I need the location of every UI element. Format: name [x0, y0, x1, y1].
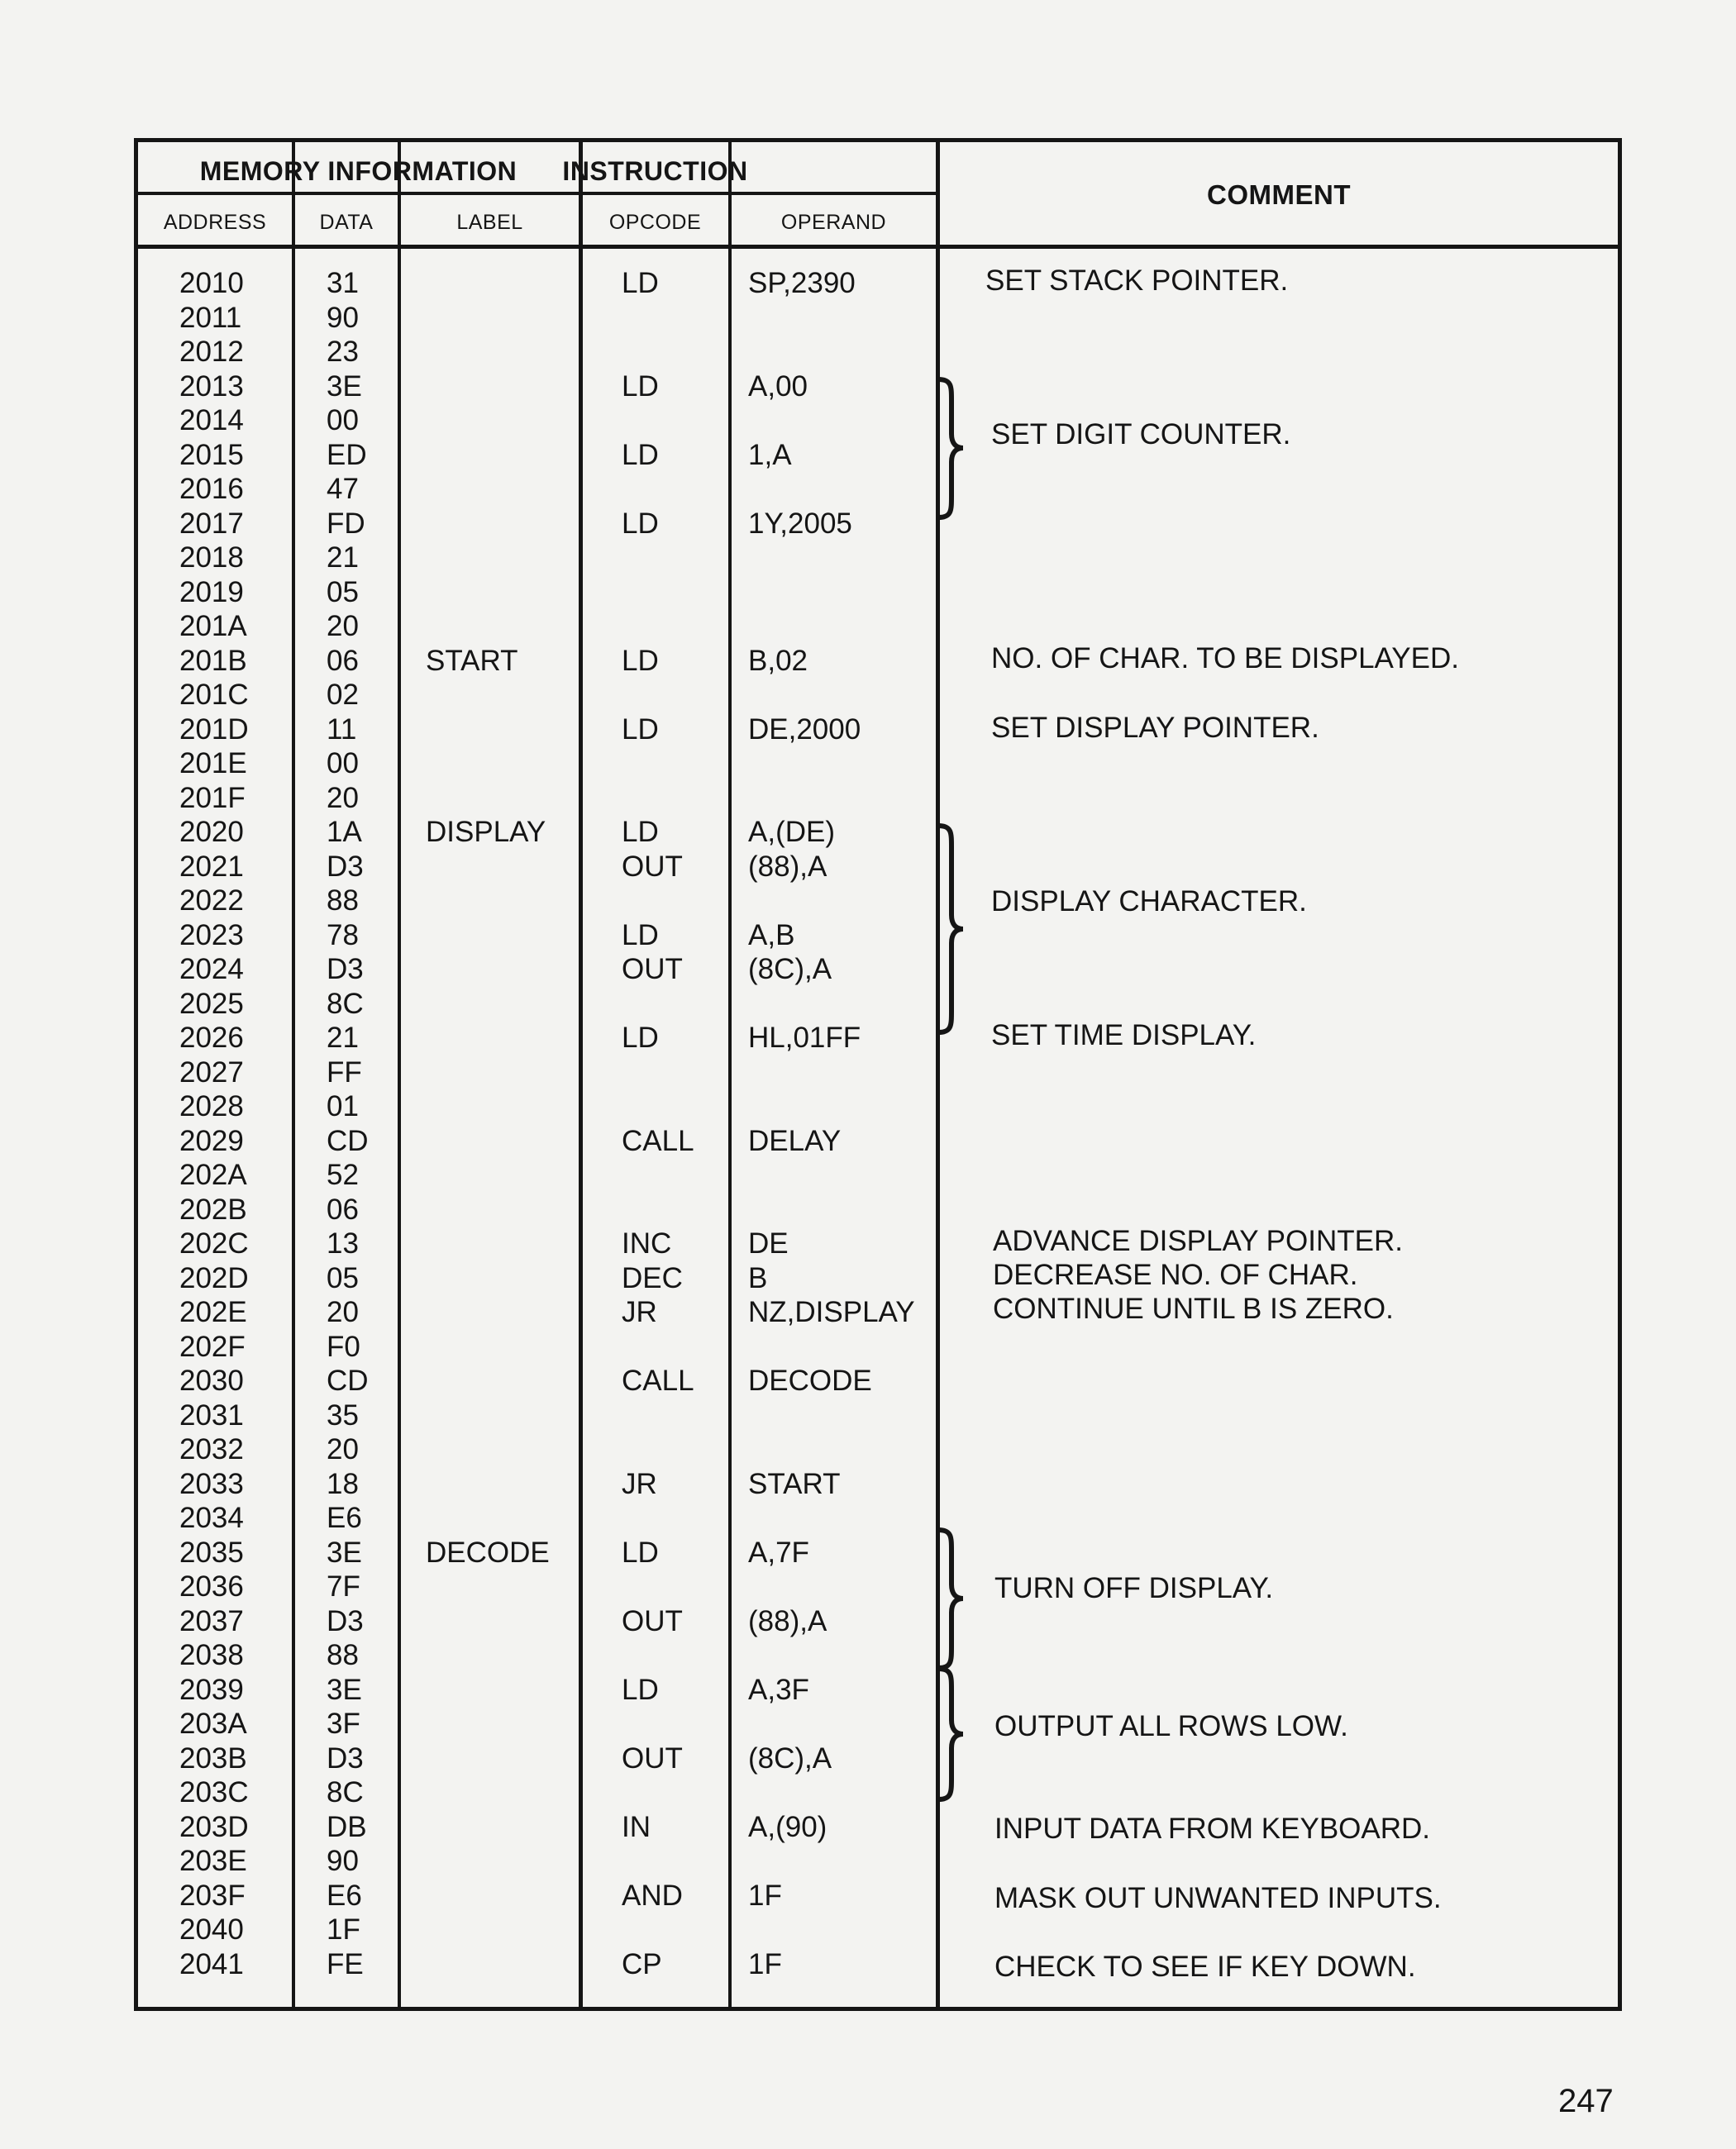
- table-row: [138, 1501, 1618, 1536]
- data-cell: FD: [327, 507, 365, 540]
- address-cell: 203E: [179, 1845, 247, 1877]
- data-cell: 20: [327, 781, 359, 814]
- operand-cell: HL,01FF: [748, 1022, 861, 1054]
- table-row: [138, 507, 1618, 541]
- table-row: [138, 335, 1618, 369]
- table-row: [138, 1775, 1618, 1810]
- opcode-cell: OUT: [622, 1604, 683, 1637]
- data-cell: 1A: [327, 816, 362, 848]
- address-cell: 2029: [179, 1124, 244, 1157]
- address-cell: 202C: [179, 1227, 249, 1260]
- opcode-cell: CALL: [622, 1365, 694, 1397]
- table-row: [138, 781, 1618, 816]
- data-cell: FE: [327, 1947, 364, 1980]
- address-cell: 2023: [179, 918, 244, 951]
- opcode-cell: IN: [622, 1810, 651, 1843]
- table-row: [138, 884, 1618, 918]
- table-row: [138, 1364, 1618, 1399]
- comment-set-digit-counter: SET DIGIT COUNTER.: [991, 418, 1291, 450]
- address-cell: 201B: [179, 644, 247, 677]
- opcode-cell: CP: [622, 1947, 662, 1980]
- address-cell: 2017: [179, 507, 244, 540]
- data-cell: 00: [327, 404, 359, 436]
- address-cell: 2015: [179, 438, 244, 471]
- instruction-header: INSTRUCTION: [562, 155, 748, 186]
- table-row: [138, 369, 1618, 404]
- data-cell: 3F: [327, 1708, 360, 1740]
- table-row: [138, 746, 1618, 781]
- opcode-cell: INC: [622, 1227, 672, 1260]
- operand-column-header: OPERAND: [780, 210, 887, 234]
- address-cell: 2033: [179, 1467, 244, 1500]
- data-cell: 8C: [327, 987, 364, 1020]
- opcode-cell: LD: [622, 267, 659, 299]
- opcode-cell: LD: [622, 1022, 659, 1054]
- data-cell: 21: [327, 1022, 359, 1054]
- data-cell: E6: [327, 1879, 362, 1912]
- data-cell: 20: [327, 1433, 359, 1465]
- operand-cell: DELAY: [748, 1124, 842, 1157]
- address-cell: 2032: [179, 1433, 244, 1465]
- table-row: [138, 301, 1618, 336]
- operand-cell: (8C),A: [748, 1742, 832, 1775]
- address-cell: 2030: [179, 1365, 244, 1397]
- page-number: 247: [1558, 2083, 1614, 2119]
- label-column-header: LABEL: [456, 210, 523, 234]
- table-row: [138, 1638, 1618, 1673]
- comment-mask-out: MASK OUT UNWANTED INPUTS.: [994, 1882, 1442, 1914]
- address-column-header: ADDRESS: [163, 210, 267, 234]
- comment-check-key-down: CHECK TO SEE IF KEY DOWN.: [994, 1951, 1416, 1983]
- table-row: [138, 472, 1618, 507]
- address-cell: 2012: [179, 336, 244, 368]
- data-cell: CD: [327, 1124, 369, 1157]
- operand-cell: 1,A: [748, 438, 792, 471]
- table-row: [138, 1673, 1618, 1708]
- address-cell: 2035: [179, 1536, 244, 1569]
- label-cell: DISPLAY: [426, 816, 546, 848]
- operand-cell: START: [748, 1467, 841, 1500]
- opcode-cell: AND: [622, 1879, 683, 1912]
- brace-output-all-rows-low: [935, 1665, 968, 1803]
- address-cell: 2026: [179, 1022, 244, 1054]
- data-cell: D3: [327, 1742, 364, 1775]
- table-row: [138, 678, 1618, 712]
- comment-turn-off-display: TURN OFF DISPLAY.: [994, 1572, 1274, 1604]
- data-cell: 06: [327, 1193, 359, 1226]
- table-row: [138, 1193, 1618, 1227]
- comment-no-of-char: NO. OF CHAR. TO BE DISPLAYED.: [991, 642, 1459, 674]
- data-cell: 3E: [327, 1536, 362, 1569]
- opcode-cell: OUT: [622, 850, 683, 883]
- table-row: [138, 1536, 1618, 1570]
- comment-decrease-no-of-char: DECREASE NO. OF CHAR.: [993, 1259, 1358, 1291]
- table-row: [138, 850, 1618, 884]
- address-cell: 2040: [179, 1913, 244, 1946]
- address-cell: 2041: [179, 1947, 244, 1980]
- address-cell: 2027: [179, 1055, 244, 1089]
- address-cell: 2036: [179, 1570, 244, 1603]
- comment-display-character: DISPLAY CHARACTER.: [991, 885, 1307, 917]
- data-cell: 90: [327, 1845, 359, 1877]
- opcode-cell: LD: [622, 816, 659, 848]
- address-cell: 2028: [179, 1090, 244, 1122]
- data-cell: D3: [327, 850, 364, 883]
- address-cell: 2034: [179, 1502, 244, 1534]
- data-cell: 88: [327, 1639, 359, 1671]
- header-divider: [138, 192, 936, 195]
- table-row: [138, 1124, 1618, 1159]
- table-row: [138, 952, 1618, 987]
- comment-advance-display-pointer: ADVANCE DISPLAY POINTER.: [993, 1225, 1403, 1257]
- table-row: [138, 815, 1618, 850]
- opcode-cell: LD: [622, 1536, 659, 1569]
- opcode-cell: LD: [622, 712, 659, 746]
- brace-display-character: [935, 822, 968, 1036]
- opcode-cell: JR: [622, 1296, 657, 1328]
- table-row: [138, 1330, 1618, 1365]
- operand-cell: 1Y,2005: [748, 507, 852, 540]
- operand-cell: SP,2390: [748, 267, 856, 299]
- data-cell: 20: [327, 1296, 359, 1328]
- data-cell: DB: [327, 1810, 367, 1843]
- data-cell: F0: [327, 1330, 360, 1363]
- data-cell: 52: [327, 1159, 359, 1191]
- opcode-cell: JR: [622, 1467, 657, 1500]
- data-cell: 00: [327, 747, 359, 779]
- address-cell: 203F: [179, 1879, 246, 1912]
- data-cell: 47: [327, 473, 359, 505]
- comment-continue-until: CONTINUE UNTIL B IS ZERO.: [993, 1293, 1394, 1325]
- data-cell: 3E: [327, 1673, 362, 1706]
- data-cell: 7F: [327, 1570, 360, 1603]
- memory-information-header: MEMORY INFORMATION: [199, 155, 517, 186]
- table-row: [138, 1089, 1618, 1124]
- address-cell: 202F: [179, 1330, 246, 1363]
- data-cell: 05: [327, 1261, 359, 1294]
- table-row: [138, 1844, 1618, 1879]
- address-cell: 2019: [179, 575, 244, 608]
- data-cell: 13: [327, 1227, 359, 1260]
- comment-output-all-rows-low: OUTPUT ALL ROWS LOW.: [994, 1710, 1348, 1742]
- address-cell: 2018: [179, 541, 244, 574]
- table-row: [138, 1707, 1618, 1742]
- data-cell: 05: [327, 575, 359, 608]
- opcode-cell: LD: [622, 1673, 659, 1706]
- operand-cell: DECODE: [748, 1365, 872, 1397]
- table-row: [138, 1055, 1618, 1090]
- data-cell: 06: [327, 644, 359, 677]
- table-row: [138, 1021, 1618, 1055]
- operand-cell: (88),A: [748, 1604, 827, 1637]
- comment-set-time-display: SET TIME DISPLAY.: [991, 1019, 1257, 1051]
- table-row: [138, 987, 1618, 1022]
- data-cell: 01: [327, 1090, 359, 1122]
- table-row: [138, 1604, 1618, 1639]
- address-cell: 2037: [179, 1604, 244, 1637]
- opcode-cell: LD: [622, 507, 659, 540]
- data-cell: 3E: [327, 369, 362, 403]
- address-cell: 2022: [179, 884, 244, 917]
- operand-cell: A,B: [748, 918, 795, 951]
- data-cell: CD: [327, 1365, 369, 1397]
- opcode-cell: CALL: [622, 1124, 694, 1157]
- address-cell: 201D: [179, 712, 249, 746]
- operand-cell: A,3F: [748, 1673, 809, 1706]
- data-cell: 31: [327, 267, 359, 299]
- data-column-header: DATA: [319, 210, 374, 234]
- opcode-cell: LD: [622, 438, 659, 471]
- table-row: [138, 1570, 1618, 1604]
- address-cell: 202D: [179, 1261, 249, 1294]
- data-cell: 8C: [327, 1776, 364, 1808]
- opcode-cell: LD: [622, 644, 659, 677]
- table-row: [138, 438, 1618, 473]
- address-cell: 202A: [179, 1159, 247, 1191]
- label-cell: START: [426, 644, 518, 677]
- address-cell: 201E: [179, 747, 247, 779]
- address-cell: 202E: [179, 1296, 247, 1328]
- address-cell: 2025: [179, 987, 244, 1020]
- opcode-column-header: OPCODE: [608, 210, 702, 234]
- address-cell: 203C: [179, 1776, 249, 1808]
- table-row: [138, 918, 1618, 953]
- comment-set-display-pointer: SET DISPLAY POINTER.: [991, 712, 1319, 744]
- data-cell: 02: [327, 679, 359, 711]
- table-row: [138, 1261, 1618, 1296]
- table-row: [138, 1432, 1618, 1467]
- operand-cell: B,02: [748, 644, 808, 677]
- brace-digit-counter: [935, 376, 968, 521]
- brace-turn-off-display: [935, 1527, 968, 1671]
- data-cell: 11: [327, 712, 357, 746]
- address-cell: 2031: [179, 1399, 244, 1432]
- address-cell: 2011: [179, 301, 242, 334]
- data-cell: ED: [327, 438, 367, 471]
- operand-cell: A,7F: [748, 1536, 809, 1569]
- table-row: [138, 609, 1618, 644]
- data-cell: 18: [327, 1467, 359, 1500]
- table-row: [138, 1467, 1618, 1502]
- address-cell: 203A: [179, 1708, 247, 1740]
- address-cell: 2039: [179, 1673, 244, 1706]
- operand-cell: NZ,DISPLAY: [748, 1296, 915, 1328]
- operand-cell: (88),A: [748, 850, 827, 883]
- address-cell: 2024: [179, 953, 244, 985]
- opcode-cell: DEC: [622, 1261, 683, 1294]
- data-cell: 1F: [327, 1913, 360, 1946]
- data-cell: 21: [327, 541, 359, 574]
- opcode-cell: OUT: [622, 953, 683, 985]
- address-cell: 2010: [179, 267, 244, 299]
- table-row: [138, 1158, 1618, 1193]
- address-cell: 2038: [179, 1639, 244, 1671]
- table-row: [138, 266, 1618, 301]
- address-cell: 203D: [179, 1810, 249, 1843]
- operand-cell: A,(90): [748, 1810, 827, 1843]
- data-cell: 90: [327, 301, 359, 334]
- table-row: [138, 1742, 1618, 1776]
- comment-set-stack-pointer: SET STACK POINTER.: [985, 264, 1289, 297]
- table-row: [138, 1399, 1618, 1433]
- data-cell: 23: [327, 336, 359, 368]
- opcode-cell: LD: [622, 369, 659, 403]
- program-listing-table: [134, 138, 1622, 2011]
- address-cell: 2020: [179, 816, 244, 848]
- address-cell: 201C: [179, 679, 249, 711]
- data-cell: E6: [327, 1502, 362, 1534]
- data-cell: D3: [327, 1604, 364, 1637]
- data-cell: 20: [327, 610, 359, 642]
- operand-cell: A,00: [748, 369, 808, 403]
- address-cell: 2021: [179, 850, 244, 883]
- comment-header: COMMENT: [1207, 179, 1351, 210]
- table-row: [138, 403, 1618, 438]
- data-cell: FF: [327, 1055, 362, 1089]
- data-cell: D3: [327, 953, 364, 985]
- opcode-cell: OUT: [622, 1742, 683, 1775]
- address-cell: 203B: [179, 1742, 247, 1775]
- operand-cell: A,(DE): [748, 816, 835, 848]
- address-cell: 2013: [179, 369, 244, 403]
- data-cell: 35: [327, 1399, 359, 1432]
- operand-cell: (8C),A: [748, 953, 832, 985]
- table-row: [138, 541, 1618, 575]
- operand-cell: B: [748, 1261, 768, 1294]
- data-cell: 88: [327, 884, 359, 917]
- address-cell: 2016: [179, 473, 244, 505]
- operand-cell: DE: [748, 1227, 789, 1260]
- table-row: [138, 712, 1618, 747]
- label-cell: DECODE: [426, 1536, 550, 1569]
- address-cell: 201F: [179, 781, 246, 814]
- operand-cell: DE,2000: [748, 712, 861, 746]
- table-row: [138, 1913, 1618, 1947]
- address-cell: 201A: [179, 610, 247, 642]
- address-cell: 2014: [179, 404, 244, 436]
- address-cell: 202B: [179, 1193, 247, 1226]
- table-row: [138, 1295, 1618, 1330]
- opcode-cell: LD: [622, 918, 659, 951]
- operand-cell: 1F: [748, 1879, 782, 1912]
- table-row: [138, 575, 1618, 610]
- data-cell: 78: [327, 918, 359, 951]
- operand-cell: 1F: [748, 1947, 782, 1980]
- comment-input-data: INPUT DATA FROM KEYBOARD.: [994, 1813, 1431, 1845]
